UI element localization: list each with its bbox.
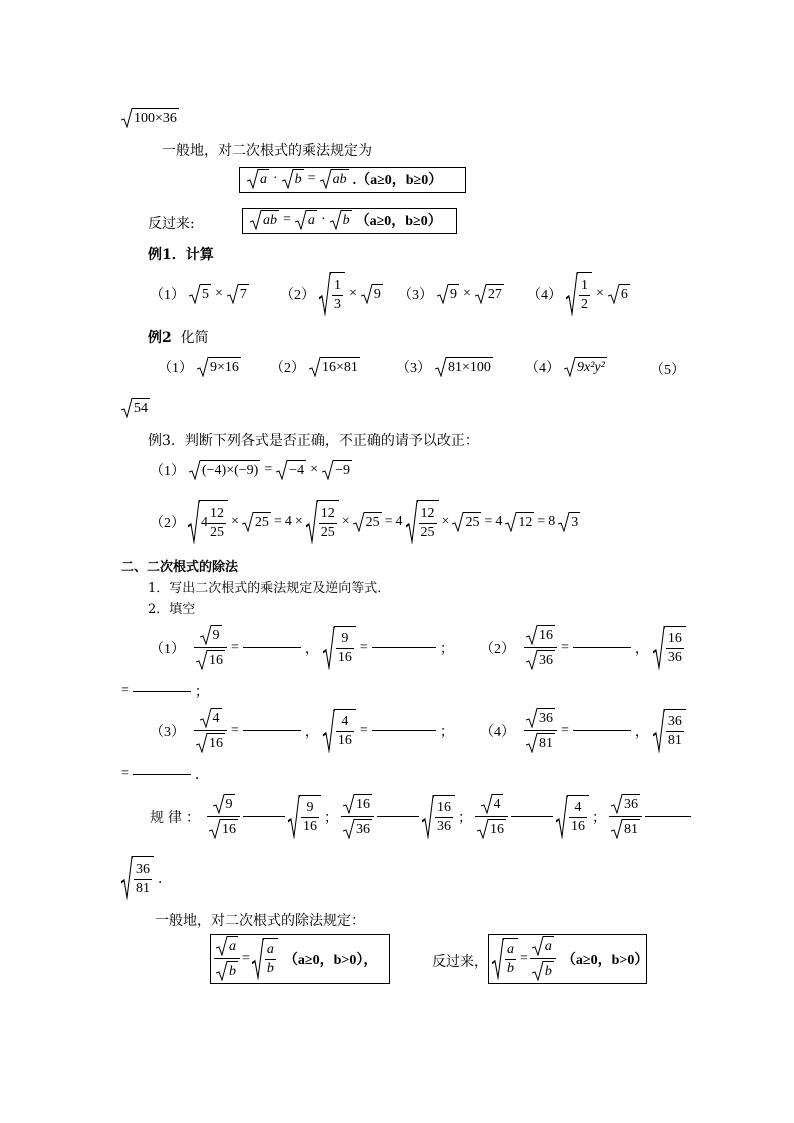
division-reverse-label: 反过来，: [432, 954, 488, 970]
square-root: [653, 709, 686, 753]
division-rule: $\frac{a}{b}$ = $\frac{a}{b}$ （a≥0，b>0），: [214, 936, 377, 981]
ex1-item-1: （1） 5 × 7: [150, 286, 247, 303]
radical-sign-icon: [227, 284, 239, 304]
fill-item-4: （4） $\frac{36}{81}$ = ， $\frac{36}{81}$: [480, 708, 686, 753]
fill-item-4-answer: = ．: [121, 766, 209, 783]
fraction: $\frac{12}{25}$: [210, 505, 224, 540]
square-root: 9: [213, 794, 235, 814]
square-root: a: [247, 169, 269, 189]
radical-sign-icon: [435, 357, 447, 377]
radical-sign-icon: [319, 272, 331, 316]
square-root: [422, 795, 455, 839]
fraction: $\frac{16}{36}$: [437, 800, 451, 834]
fraction: [524, 625, 557, 670]
radical-sign-icon: [121, 108, 133, 128]
division-intro: 一般地，对二次根式的除法规定：: [155, 913, 365, 929]
fill-item-2: （2） $\frac{16}{36}$ = ， $\frac{16}{36}$: [480, 625, 686, 670]
square-root: −9: [322, 460, 352, 480]
division-rule-condition: （a≥0，b>0），: [283, 952, 378, 968]
square-root: 81: [526, 733, 555, 753]
radical-sign-icon: [608, 284, 620, 304]
ex2-item-3: （3） 81×100: [396, 357, 493, 377]
fraction: [194, 708, 227, 753]
radical-sign-icon: [505, 512, 517, 532]
answer-blank[interactable]: [243, 647, 301, 648]
ex2-item-1: （1） 9×16: [158, 357, 241, 377]
radical-sign-icon: [558, 512, 570, 532]
square-root: [121, 856, 154, 900]
radical-sign-icon: [320, 169, 332, 189]
radical-sign-icon: [526, 733, 538, 753]
radical-sign-icon: [611, 794, 623, 814]
mult-rule: a · b = ab .（a≥0，b≥0）: [247, 169, 442, 189]
radical-sign-icon: [288, 795, 300, 839]
square-root: [566, 272, 592, 316]
radical-sign-icon: [242, 512, 254, 532]
square-root: [323, 626, 356, 670]
square-root: a: [295, 210, 317, 230]
radical-sign-icon: [209, 819, 221, 839]
radical-sign-icon: [213, 794, 225, 814]
radical-sign-icon: [653, 626, 665, 670]
square-root: b: [282, 169, 304, 189]
fill-item-2-answer: = ；: [121, 683, 209, 700]
square-root: 9: [361, 284, 383, 304]
reverse-rule: ab = a · b （a≥0，b≥0）: [250, 210, 442, 230]
answer-blank[interactable]: [511, 816, 553, 817]
radical-sign-icon: [196, 650, 208, 670]
square-root: ab: [250, 210, 279, 230]
radical-sign-icon: [276, 460, 288, 480]
fraction: $\frac{a}{b}$: [507, 942, 514, 976]
square-root: [323, 709, 356, 753]
square-root: 25: [452, 512, 481, 532]
fraction: [524, 708, 557, 753]
fraction: [207, 794, 240, 839]
radical-sign-icon: [492, 938, 504, 980]
ex2-item-4: （4） 9x²y²: [525, 357, 607, 377]
square-root: 4: [200, 708, 222, 728]
ex1-item-4: （4） $\frac{1}{2}$ × 6: [527, 272, 630, 316]
answer-blank[interactable]: [573, 730, 631, 731]
radical-sign-icon: [526, 708, 538, 728]
square-root: 16: [343, 794, 372, 814]
radical-sign-icon: [196, 733, 208, 753]
answer-blank[interactable]: [133, 774, 191, 775]
radical-sign-icon: [322, 460, 334, 480]
radical-sign-icon: [282, 169, 294, 189]
fraction: $\frac{12}{25}$: [320, 505, 335, 540]
fraction: [214, 936, 240, 981]
square-root: 16: [209, 819, 238, 839]
square-root: 9×16: [197, 357, 241, 377]
answer-blank[interactable]: [243, 730, 301, 731]
fraction: [609, 794, 642, 839]
square-root: a: [216, 936, 238, 956]
radical-sign-icon: [532, 936, 544, 956]
square-root: 36: [611, 794, 640, 814]
ex1-item-2: （2） $\frac{1}{3}$ × 9: [280, 272, 383, 316]
radical-sign-icon: [247, 169, 259, 189]
square-root: 3: [558, 512, 580, 532]
square-root: 25: [353, 512, 382, 532]
square-root: a: [532, 936, 554, 956]
radical-sign-icon: [611, 819, 623, 839]
square-root: b: [216, 961, 238, 981]
radical-sign-icon: [121, 398, 133, 418]
square-root: 9: [437, 284, 459, 304]
answer-blank[interactable]: [645, 816, 691, 817]
square-root: −4: [276, 460, 306, 480]
ex3-item-2: （2） 4 $\frac{12}{25}$ × 25 = 4 × $\frac{12}{25}$ × 25 = 4 $\frac{12}{25}$ × 25 = 4 12 = 8 3: [150, 500, 580, 544]
fraction: $\frac{4}{16}$: [337, 714, 352, 748]
radical-sign-icon: [406, 500, 418, 544]
radical-sign-icon: [566, 272, 578, 316]
radical-sign-icon: [361, 284, 373, 304]
fill-item-1: （1） $\frac{9}{16}$ = ， $\frac{9}{16}$ = ；: [150, 625, 454, 670]
radical-sign-icon: [437, 284, 449, 304]
radical-sign-icon: [309, 357, 321, 377]
fraction: $\frac{9}{16}$: [303, 800, 317, 834]
fraction: $\frac{36}{81}$: [136, 861, 150, 896]
square-root: (−4)×(−9): [189, 460, 260, 480]
radical-sign-icon: [452, 512, 464, 532]
radical-sign-icon: [188, 500, 200, 544]
radical-sign-icon: [200, 708, 212, 728]
square-root: 36: [343, 819, 372, 839]
radical-sign-icon: [532, 961, 544, 981]
square-root: 16: [526, 625, 555, 645]
ex2-item-2: （2） 16×81: [270, 357, 360, 377]
radical-sign-icon: [252, 938, 264, 980]
radical-sign-icon: [306, 500, 318, 544]
mult-intro: 一般地，对二次根式的乘法规定为: [162, 143, 372, 159]
fill-item-3: （3） $\frac{4}{16}$ = ， $\frac{4}{16}$ = ；: [150, 708, 454, 753]
square-root: 36: [526, 650, 555, 670]
example2-title: 例2 化简: [148, 330, 209, 346]
fraction: $\frac{1}{3}$: [334, 277, 341, 312]
square-root: b: [330, 210, 352, 230]
section2-title: 二、二次根式的除法: [121, 560, 239, 575]
task-1: 1．写出二次根式的乘法规定及逆向等式．: [148, 581, 391, 596]
example3-title: 例3．判断下列各式是否正确，不正确的请予以改正：: [148, 433, 479, 449]
fraction: [194, 625, 227, 670]
square-root: [492, 938, 518, 980]
radical-sign-icon: [197, 357, 209, 377]
fraction: $\frac{16}{36}$: [667, 631, 682, 665]
radical-sign-icon: [564, 357, 576, 377]
radical-sign-icon: [343, 794, 355, 814]
reverse-rule-condition: （a≥0，b≥0）: [355, 214, 442, 229]
ex2-item-5-num: （5）: [650, 363, 685, 378]
sqrt-100x36: [121, 108, 179, 128]
square-root: 5: [189, 284, 211, 304]
square-root: 27: [475, 284, 504, 304]
square-root: [319, 272, 345, 316]
radical-sign-icon: [189, 284, 201, 304]
square-root: 54: [121, 398, 150, 418]
division-reverse-rule: $\frac{a}{b}$ = $\frac{a}{b}$ （a≥0，b>0）: [492, 936, 648, 981]
radical-sign-icon: [477, 819, 489, 839]
square-root: 16: [196, 733, 225, 753]
square-root: 25: [242, 512, 271, 532]
square-root: 16: [477, 819, 506, 839]
radical-sign-icon: [526, 650, 538, 670]
radical-sign-icon: [556, 795, 568, 839]
square-root: [306, 500, 339, 544]
square-root: [653, 626, 686, 670]
ex2-item-5-expr: [121, 398, 150, 418]
fraction: $\frac{12}{25}$: [420, 505, 435, 540]
fraction: $\frac{36}{81}$: [667, 714, 682, 748]
fraction: $\frac{1}{2}$: [581, 277, 588, 312]
radical-sign-icon: [330, 210, 342, 230]
answer-blank[interactable]: [243, 816, 285, 817]
radical-sign-icon: [216, 961, 228, 981]
radical-sign-icon: [343, 819, 355, 839]
ex1-item-3: （3） 9 × 27: [398, 286, 502, 303]
square-root: 4 $\frac{12}{25}$: [188, 500, 228, 544]
radical-sign-icon: [475, 284, 487, 304]
radicand: 100×36: [133, 108, 179, 128]
radical-sign-icon: [526, 625, 538, 645]
square-root: [121, 108, 179, 128]
task-2: 2．填空: [148, 602, 196, 617]
square-root: [406, 500, 439, 544]
square-root: 16: [196, 650, 225, 670]
answer-blank[interactable]: [372, 730, 436, 731]
fraction: $\frac{4}{16}$: [571, 800, 585, 834]
square-root: ab: [320, 169, 349, 189]
square-root: 6: [608, 284, 630, 304]
fraction: [530, 936, 556, 981]
radical-sign-icon: [216, 936, 228, 956]
radical-sign-icon: [653, 709, 665, 753]
fraction: [475, 794, 508, 839]
square-root: 4: [481, 794, 503, 814]
ex3-item-1: （1） (−4)×(−9) = −4 × −9: [150, 462, 350, 479]
answer-blank[interactable]: [372, 647, 436, 648]
square-root: 12: [505, 512, 534, 532]
square-root: [556, 795, 589, 839]
radical-sign-icon: [295, 210, 307, 230]
square-root: [252, 938, 278, 980]
fraction: $\frac{a}{b}$: [266, 942, 274, 976]
square-root: 81: [611, 819, 640, 839]
reverse-label: 反过来:: [148, 216, 195, 232]
square-root: b: [532, 961, 554, 981]
radical-sign-icon: [121, 856, 133, 900]
radical-sign-icon: [323, 626, 335, 670]
radical-sign-icon: [323, 709, 335, 753]
radical-sign-icon: [422, 795, 434, 839]
square-root: 9x²y²: [564, 357, 607, 377]
radical-sign-icon: [189, 460, 201, 480]
square-root: 16×81: [309, 357, 360, 377]
fraction: [341, 794, 374, 839]
square-root: 9: [200, 625, 222, 645]
radical-sign-icon: [481, 794, 493, 814]
pattern-row-end: $\frac{36}{81}$ ．: [121, 856, 172, 900]
radical-sign-icon: [250, 210, 262, 230]
radical-sign-icon: [353, 512, 365, 532]
square-root: [288, 795, 321, 839]
answer-blank[interactable]: [133, 691, 191, 692]
square-root: 36: [526, 708, 555, 728]
radical-sign-icon: [200, 625, 212, 645]
answer-blank[interactable]: [377, 816, 419, 817]
pattern-row: 规律： $\frac{9}{16}$ $\frac{9}{16}$ ； $\frac{16}{36}$ $\frac{16}{36}$ ； $\frac{4}{16}$ $\frac{4}{16}$ ； $\frac{36}{81}$: [150, 794, 691, 839]
example1-title: 例1．计算: [148, 247, 214, 263]
mult-rule-condition: .（a≥0，b≥0）: [352, 173, 443, 188]
square-root: 7: [227, 284, 249, 304]
fraction: $\frac{9}{16}$: [337, 631, 352, 665]
division-reverse-condition: （a≥0，b>0）: [561, 952, 649, 968]
square-root: 81×100: [435, 357, 493, 377]
answer-blank[interactable]: [573, 647, 631, 648]
